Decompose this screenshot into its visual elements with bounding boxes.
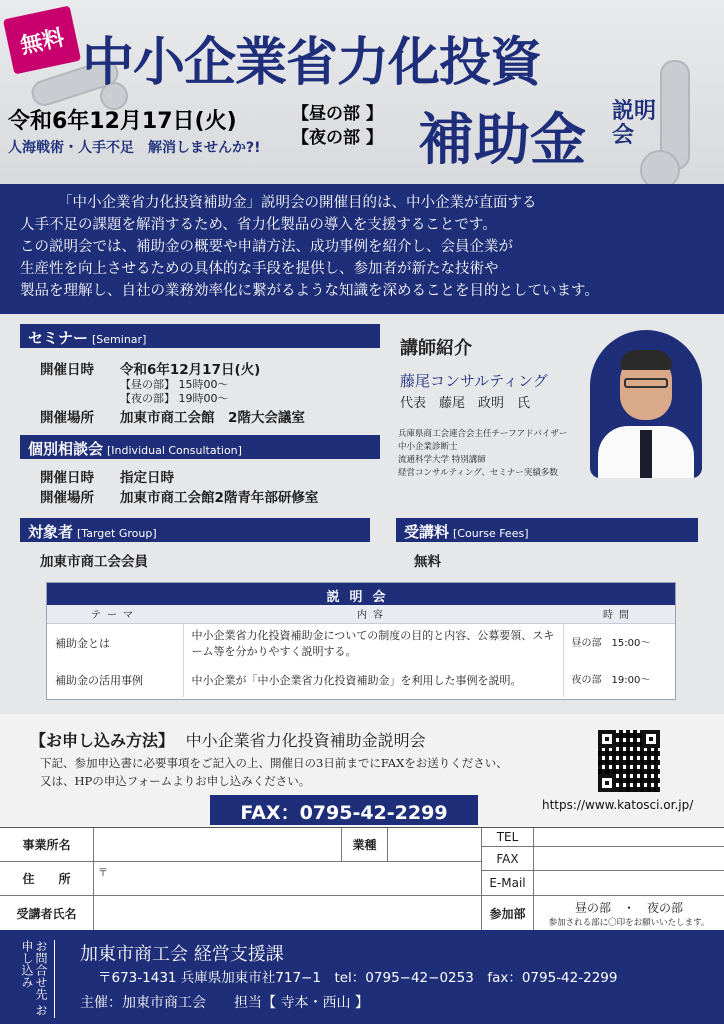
schedule-col-content: 内容 <box>183 605 563 623</box>
consultation-title: 個別相談会 <box>28 440 104 458</box>
application-event-title: 中小企業省力化投資補助金説明会 <box>185 731 426 750</box>
target-value: 加東市商工会会員 <box>40 554 148 570</box>
website-link[interactable]: https://www.katosci.or.jp/ <box>542 798 694 812</box>
attend-options[interactable]: 昼の部 ・ 夜の部 <box>574 900 683 915</box>
email-input[interactable] <box>534 871 724 896</box>
address-input[interactable]: 〒 <box>94 862 482 896</box>
seminar-place-value: 加東市商工会館 2階大会議室 <box>120 410 305 426</box>
contact-label: お問合せ先 お申し込み <box>20 940 55 1018</box>
lecturer-photo <box>590 330 702 478</box>
photo-hair <box>620 350 672 370</box>
office-label: 事業所名 <box>0 828 94 862</box>
photo-tie <box>640 430 652 478</box>
lecturer-bio <box>398 428 567 480</box>
participant-label: 受講者氏名 <box>0 896 94 931</box>
footer <box>0 930 724 1024</box>
lecturer-name: 代表 藤尾 政明 氏 <box>400 396 531 411</box>
seminar-date-value: 令和6年12月17日(火) <box>120 362 261 378</box>
table-row <box>47 623 675 665</box>
intro-line: 製品を理解し、自社の業務効率化に繋がるような知識を深めることを目的としています。 <box>20 283 599 299</box>
schedule-time: 昼の部 15:00～ <box>563 623 675 665</box>
consultation-date-value: 指定日時 <box>120 470 174 486</box>
tel-label: TEL <box>482 828 534 847</box>
consultation-place-label: 開催場所 <box>40 490 94 506</box>
schedule-col-time: 時間 <box>563 605 675 623</box>
schedule-header-row <box>47 605 675 623</box>
qr-code-icon[interactable] <box>598 730 660 792</box>
schedule-theme: 補助金とは <box>47 623 183 665</box>
session-day-label: 【昼の部 】 <box>292 104 383 124</box>
session-night-label: 【夜の部 】 <box>292 128 383 148</box>
lecturer-bio-line: 中小企業診断士 <box>398 442 458 452</box>
catch-copy: 人海戦術・人手不足 解消しませんか?! <box>8 140 261 156</box>
target-heading <box>20 518 370 542</box>
free-badge: 無料 <box>3 6 81 75</box>
consultation-title-en: [Individual Consultation] <box>107 444 242 457</box>
schedule-theme: 補助金の活用事例 <box>47 665 183 697</box>
event-date: 令和6年12月17日(火) <box>8 109 237 134</box>
qr-finder <box>598 730 616 748</box>
consultation-date-label: 開催日時 <box>40 470 94 486</box>
seminar-day-time: 【昼の部】 15時00～ <box>120 378 229 391</box>
schedule-content: 中小企業が「中小企業省力化投資補助金」を利用した事例を説明。 <box>191 674 522 687</box>
page-title-suffix: 説明会 <box>612 99 657 148</box>
schedule-grid <box>47 605 675 697</box>
intro-line: この説明会では、補助金の概要や申請方法、成功事例を紹介し、会員企業が <box>20 239 513 255</box>
consultation-place-row <box>40 486 318 506</box>
seminar-date-label: 開催日時 <box>40 362 94 378</box>
fee-value: 無料 <box>414 554 441 570</box>
intro-line: 「中小企業省力化投資補助金」説明会の開催目的は、中小企業が直面する <box>58 195 537 211</box>
schedule-title: 説明会 <box>47 583 675 605</box>
fee-title-en: [Course Fees] <box>453 527 529 540</box>
fee-title: 受講料 <box>404 523 450 541</box>
office-input[interactable] <box>94 828 342 862</box>
lecturer-heading: 講師紹介 <box>400 338 472 359</box>
attend-label: 参加部 <box>482 896 534 931</box>
seminar-date-row <box>40 358 260 378</box>
application-method-label: 【お申し込み方法】 <box>30 731 175 750</box>
page-title-line2: 補助金 <box>418 108 586 173</box>
application-note-line: 下記、参加申込書に必要事項をご記入の上、開催日の3日前までにFAXをお送りください、 <box>40 756 508 770</box>
target-title: 対象者 <box>28 523 74 541</box>
intro-section <box>0 184 724 314</box>
fee-heading <box>396 518 698 542</box>
email-label: E-Mail <box>482 871 534 896</box>
lecturer-bio-line: 流通科学大学 特別講師 <box>398 455 486 465</box>
table-row <box>47 665 675 697</box>
lecturer-bio-line: 経営コンサルティング、セミナー実績多数 <box>398 468 558 478</box>
seminar-title: セミナー <box>28 329 89 347</box>
address-label: 住 所 <box>0 862 94 896</box>
seminar-title-en: [Seminar] <box>92 333 147 346</box>
intro-line: 生産性を向上させるための具体的な手段を提供し、参加者が新たな技術や <box>20 261 499 277</box>
fax-input[interactable] <box>534 847 724 871</box>
application-heading <box>30 728 426 751</box>
seminar-night-time: 【夜の部】 19時00～ <box>120 392 229 405</box>
session-labels <box>292 102 383 150</box>
intro-line: 人手不足の課題を解消するため、省力化製品の導入を支援することです。 <box>20 217 497 233</box>
lecturer-company: 藤尾コンサルティング <box>400 372 548 390</box>
contact-address: 〒673-1431 兵庫県加東市社717−1 tel：0795−42−0253 fax：0795-42-2299 <box>98 970 618 986</box>
fax-label: FAX <box>482 847 534 871</box>
schedule-table <box>46 582 676 700</box>
seminar-place-label: 開催場所 <box>40 410 94 426</box>
page-title-line1: 中小企業省力化投資 <box>82 33 542 93</box>
target-title-en: [Target Group] <box>77 527 157 540</box>
qr-finder <box>598 774 616 792</box>
schedule-content: 中小企業省力化投資補助金についての制度の目的と内容、公募要領、スキーム等を分かりやすく説明する。 <box>191 629 555 659</box>
application-note-line: 又は、HPの申込フォームよりお申し込みください。 <box>40 774 311 788</box>
photo-glasses <box>624 378 668 388</box>
consultation-place-value: 加東市商工会館2階青年部研修室 <box>120 490 319 506</box>
consultation-date-row <box>40 466 174 486</box>
lecturer-bio-line: 兵庫県商工会連合会主任チーフアドバイザー <box>398 429 568 439</box>
fax-number: FAX：0795-42-2299 <box>210 795 478 825</box>
application-note <box>40 754 508 790</box>
tel-input[interactable] <box>534 828 724 847</box>
consultation-heading <box>20 435 380 459</box>
application-form <box>0 827 724 930</box>
seminar-place-row <box>40 406 305 426</box>
attend-note: 参加される部に〇印をお願いいたします。 <box>548 917 710 928</box>
schedule-col-theme: テーマ <box>47 605 183 623</box>
attend-select[interactable] <box>534 896 724 931</box>
qr-finder <box>642 730 660 748</box>
contact-org: 加東市商工会 経営支援課 <box>80 944 284 965</box>
seminar-heading <box>20 324 380 348</box>
participant-input[interactable] <box>94 896 482 931</box>
industry-label: 業種 <box>342 828 388 862</box>
schedule-time: 夜の部 19:00～ <box>563 665 675 697</box>
industry-input[interactable] <box>388 828 482 862</box>
header-banner <box>0 0 724 190</box>
contact-host: 主催：加東市商工会 担当【 寺本・西山 】 <box>80 995 369 1011</box>
